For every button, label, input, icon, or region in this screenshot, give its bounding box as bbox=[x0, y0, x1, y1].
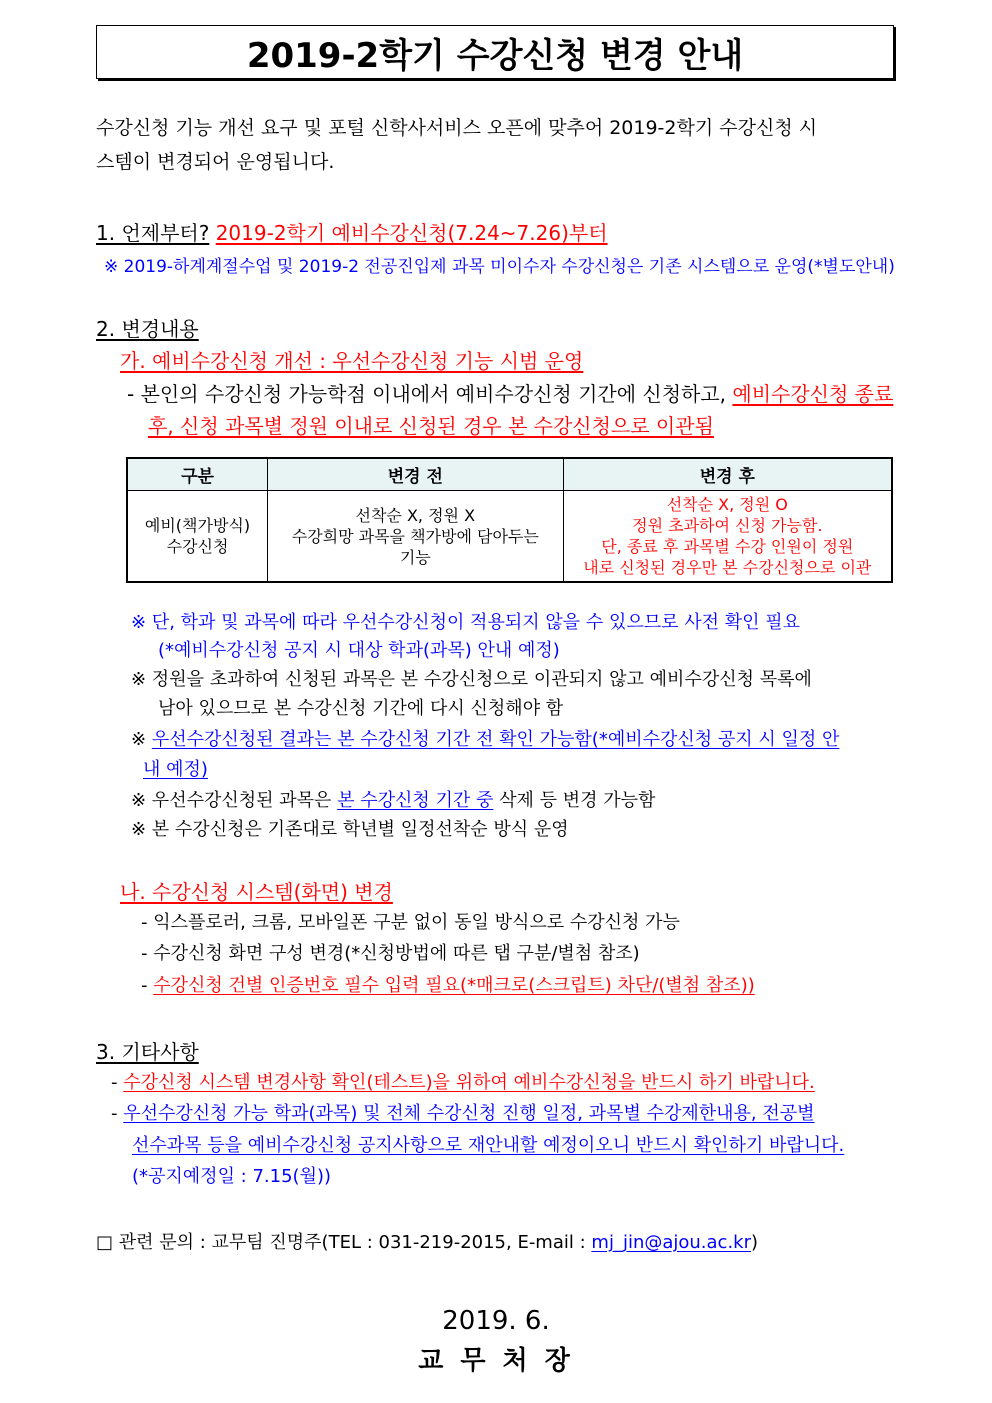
section2-sub-a-line2: 후, 신청 과목별 정원 이내로 신청된 경우 본 수강신청으로 이관됨 bbox=[148, 414, 714, 438]
title-box bbox=[96, 25, 894, 79]
sub-a-line1-plain: - 본인의 수강신청 가능학점 이내에서 예비수강신청 기간에 신청하고, bbox=[127, 382, 727, 406]
section1-heading-prefix: 1. 언제부터? bbox=[96, 221, 210, 245]
after-line: 선착순 X, 정원 O bbox=[666, 495, 788, 514]
row-label-line: 예비(책가방식) bbox=[144, 516, 251, 535]
section3-item2-text1: 우선수강신청 가능 학과(과목) 및 전체 수강신청 진행 일정, 과목별 수강제한내용, 전공별 bbox=[123, 1103, 815, 1124]
note4-post: 삭제 등 변경 가능함 bbox=[499, 790, 656, 811]
section3-heading: 3. 기타사항 bbox=[96, 1040, 199, 1064]
section2-heading: 2. 변경내용 bbox=[96, 317, 199, 341]
table-cell-after bbox=[563, 491, 892, 583]
contact-email-link[interactable]: mj_jin@ajou.ac.kr bbox=[591, 1232, 751, 1253]
table-header-after: 변경 후 bbox=[563, 458, 892, 491]
note3-mark: ※ bbox=[131, 729, 147, 750]
section3-item2-dash: - bbox=[111, 1103, 118, 1124]
intro-line-2: 스템이 변경되어 운영됩니다. bbox=[96, 151, 335, 173]
row-label-line: 수강신청 bbox=[166, 537, 229, 556]
sub-b-item2: - 수강신청 화면 구성 변경(*신청방법에 따른 탭 구분/별첨 참조) bbox=[141, 943, 640, 964]
section2-sub-b-heading: 나. 수강신청 시스템(화면) 변경 bbox=[120, 880, 393, 904]
table-header-category: 구분 bbox=[127, 458, 267, 491]
before-line: 기능 bbox=[399, 547, 431, 567]
section3-item1-text: 수강신청 시스템 변경사항 확인(테스트)을 위하여 예비수강신청을 반드시 하기 바랍니다. bbox=[123, 1072, 815, 1093]
contact-line bbox=[96, 1228, 758, 1254]
section3-item1-dash: - bbox=[111, 1072, 118, 1093]
note4 bbox=[131, 786, 655, 812]
sub-b-item1: - 익스플로러, 크롬, 모바일폰 구분 없이 동일 방식으로 수강신청 가능 bbox=[141, 912, 680, 933]
section1-heading bbox=[96, 217, 608, 246]
note3-text: 우선수강신청된 결과는 본 수강신청 기간 전 확인 가능함(*예비수강신청 공지 시 일정 안 bbox=[151, 729, 840, 750]
note3-line2: 내 예정) bbox=[143, 759, 208, 780]
sub-b-item3-text: 수강신청 건별 인증번호 필수 입력 필요(*매크로(스크립트) 차단/(별첨 참조)) bbox=[153, 975, 755, 996]
page-title: 2019-2학기 수강신청 변경 안내 bbox=[246, 35, 744, 76]
table-cell-before bbox=[267, 491, 563, 583]
sub-b-item3 bbox=[141, 971, 755, 997]
note2-line1: ※ 정원을 초과하여 신청된 과목은 본 수강신청으로 이관되지 않고 예비수강신청 목록에 bbox=[131, 669, 812, 690]
note5: ※ 본 수강신청은 기존대로 학년별 일정선착순 방식 운영 bbox=[131, 819, 569, 840]
note1-line2: (*예비수강신청 공지 시 대상 학과(과목) 안내 예정) bbox=[158, 640, 560, 661]
section3-item2-line3: (*공지예정일 : 7.15(월)) bbox=[132, 1166, 332, 1187]
before-line: 수강희망 과목을 책가방에 담아두는 bbox=[291, 526, 539, 546]
table-header-before: 변경 전 bbox=[267, 458, 563, 491]
contact-suffix: ) bbox=[751, 1232, 759, 1253]
sub-b-item3-dash: - bbox=[141, 975, 148, 996]
note4-blue: 본 수강신청 기간 중 bbox=[337, 790, 494, 811]
table-row bbox=[127, 491, 892, 583]
table-cell-category bbox=[127, 491, 267, 583]
section3-item2-line1 bbox=[111, 1099, 815, 1125]
change-table bbox=[126, 457, 893, 583]
intro-line-1: 수강신청 기능 개선 요구 및 포털 신학사서비스 오픈에 맞추어 2019-2학기 수강신청 시 bbox=[96, 117, 818, 139]
section1-heading-highlight: 2019-2학기 예비수강신청(7.24~7.26)부터 bbox=[215, 221, 608, 245]
footer-date: 2019. 6. bbox=[442, 1306, 550, 1336]
sub-a-line1-red: 예비수강신청 종료 bbox=[732, 382, 894, 406]
section1-note: ※ 2019-하계계절수업 및 2019-2 전공진입제 과목 미이수자 수강신청은 기존 시스템으로 운영(*별도안내) bbox=[104, 257, 895, 277]
section3-item1 bbox=[111, 1068, 815, 1094]
section2-sub-a-line1 bbox=[127, 378, 893, 407]
before-line: 선착순 X, 정원 X bbox=[355, 505, 476, 525]
after-line: 정원 초과하여 신청 가능함. bbox=[632, 516, 823, 535]
footer-issuer: 교 무 처 장 bbox=[418, 1346, 574, 1376]
note4-pre: ※ 우선수강신청된 과목은 bbox=[131, 790, 332, 811]
note1-line1: ※ 단, 학과 및 과목에 따라 우선수강신청이 적용되지 않을 수 있으므로 사전 확인 필요 bbox=[131, 612, 800, 633]
after-line: 단, 종료 후 과목별 수강 인원이 정원 bbox=[601, 537, 854, 556]
table-header-row bbox=[127, 458, 892, 491]
contact-prefix: □ 관련 문의 : 교무팀 진명주(TEL : 031-219-2015, E-mail : bbox=[96, 1232, 586, 1253]
section3-item2-line2: 선수과목 등을 예비수강신청 공지사항으로 재안내할 예정이오니 반드시 확인하기 바랍니다. bbox=[132, 1135, 845, 1156]
after-line: 내로 신청된 경우만 본 수강신청으로 이관 bbox=[583, 558, 872, 577]
note3-line1 bbox=[131, 725, 839, 751]
note2-line2: 남아 있으므로 본 수강신청 기간에 다시 신청해야 함 bbox=[158, 698, 564, 719]
section2-sub-a-heading: 가. 예비수강신청 개선 : 우선수강신청 기능 시범 운영 bbox=[120, 349, 584, 373]
